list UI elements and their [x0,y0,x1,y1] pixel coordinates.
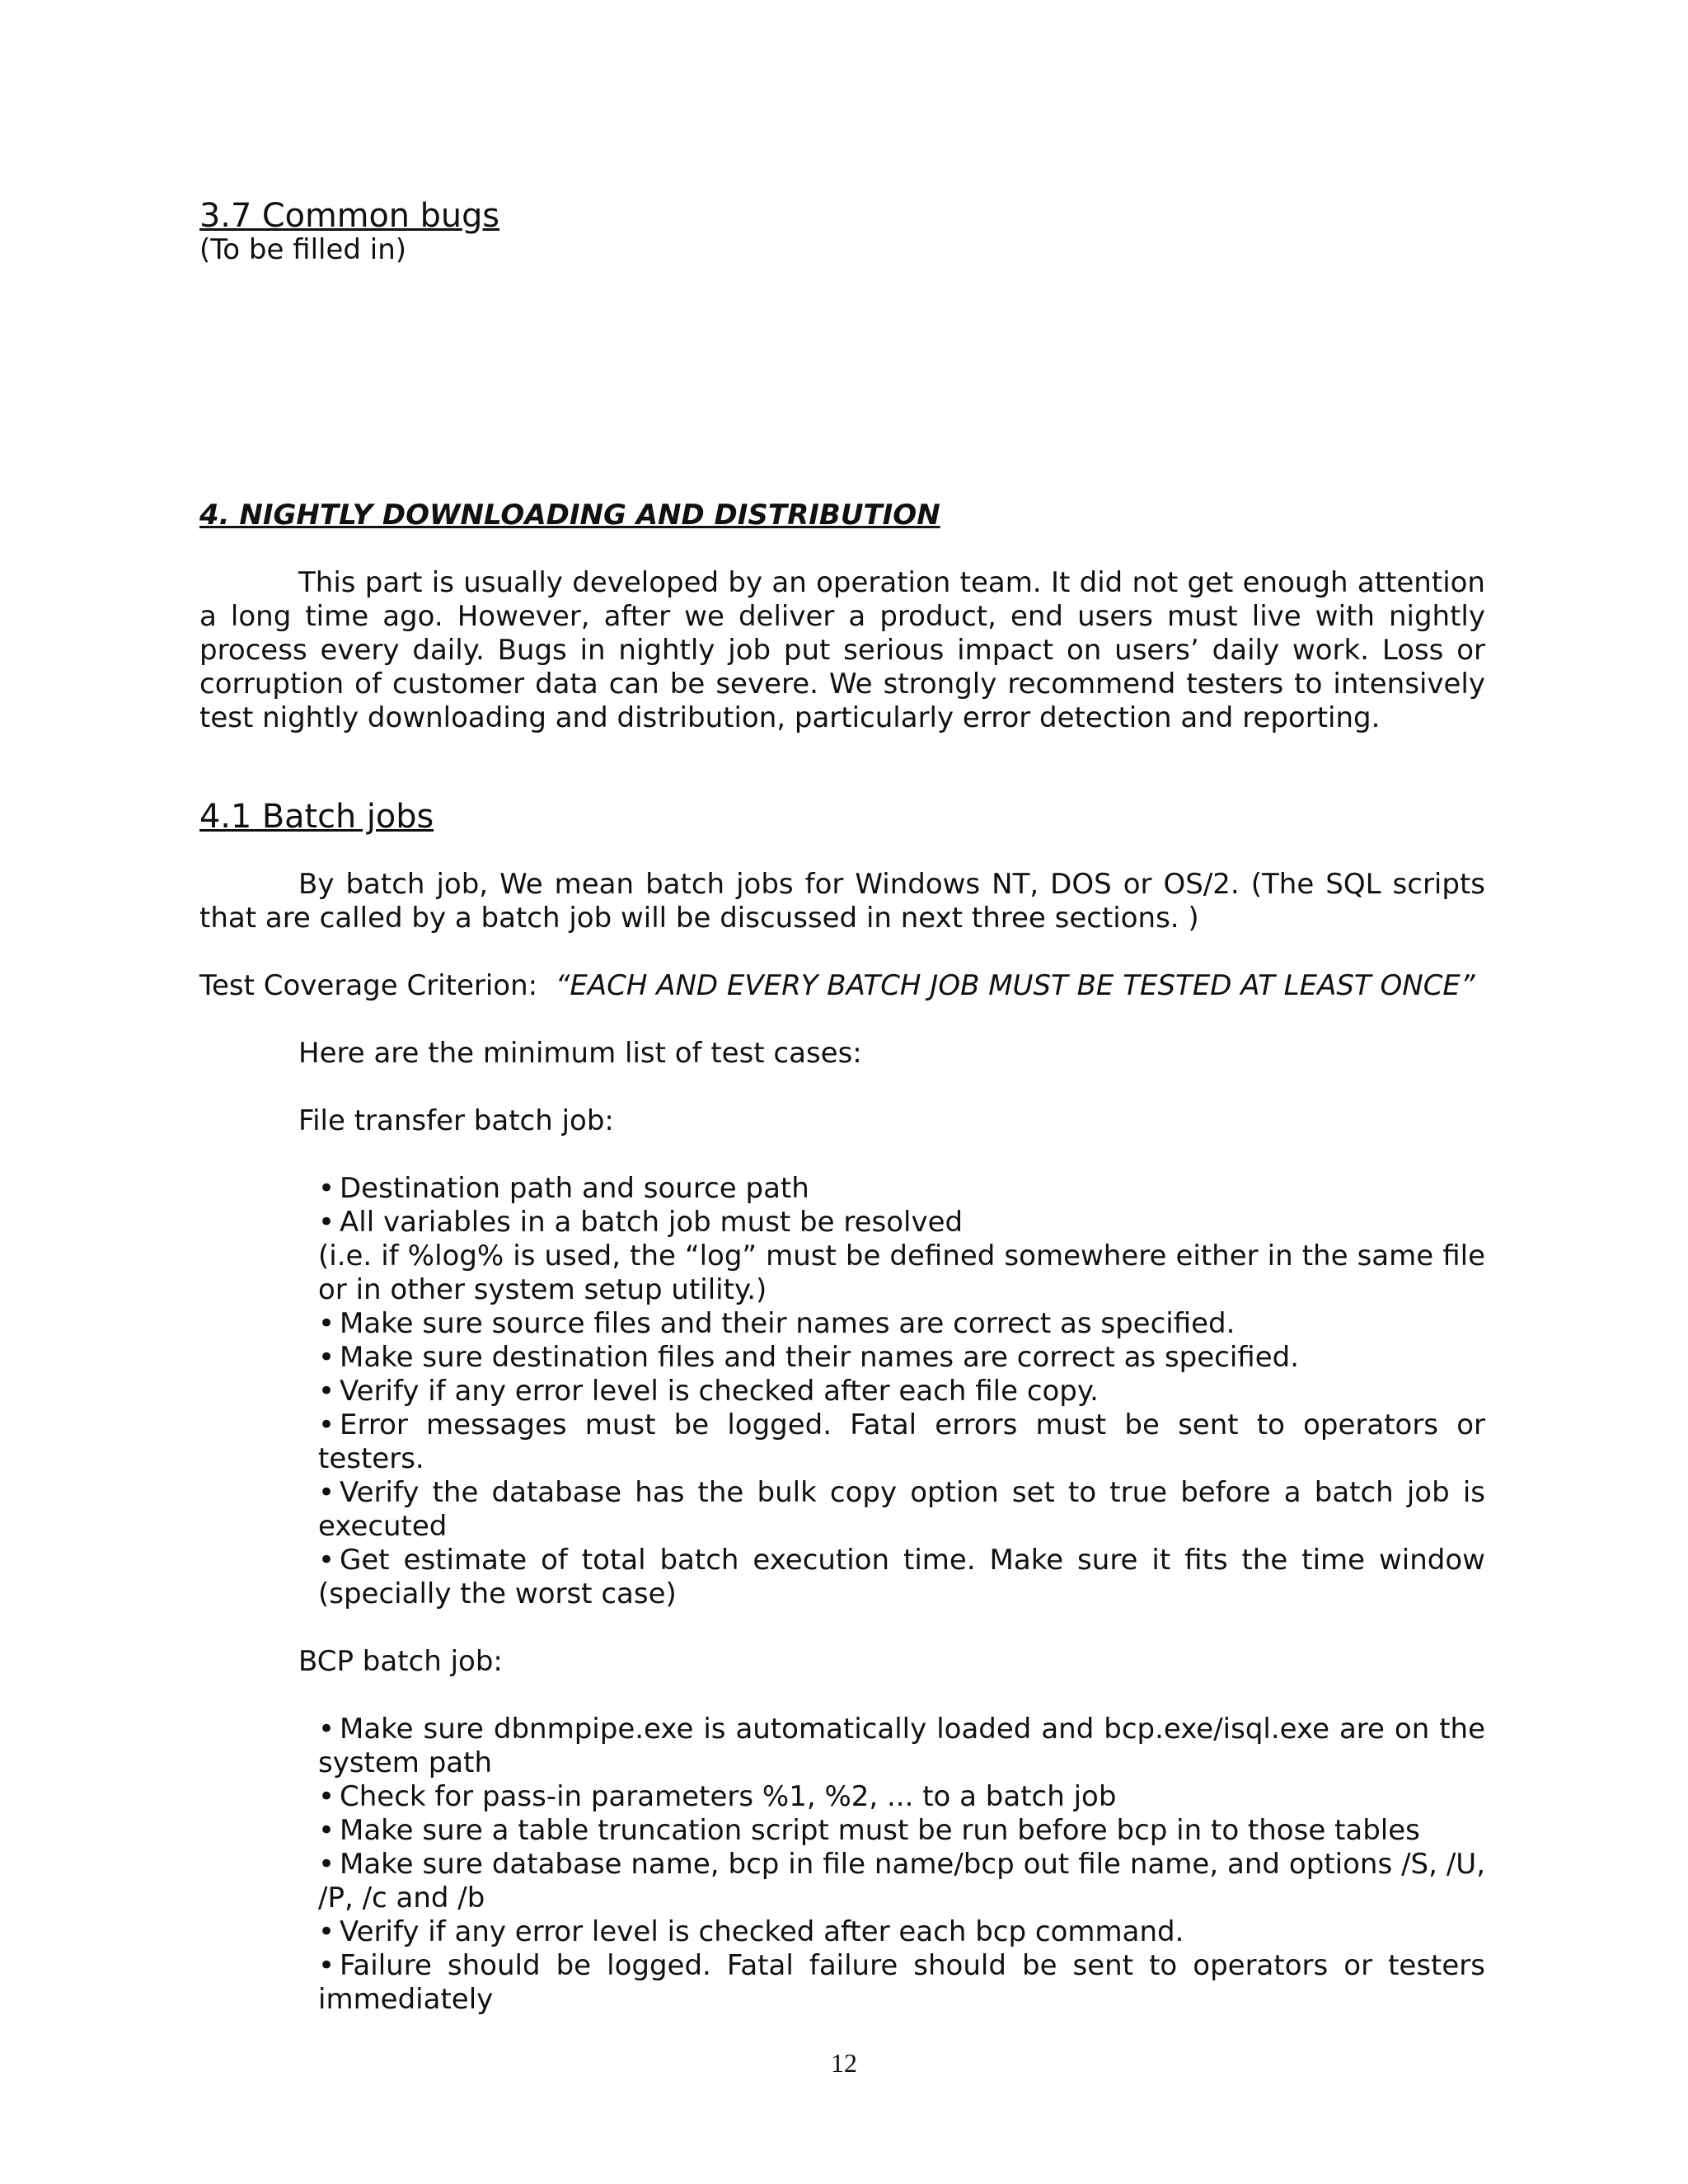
list-item [318,1375,1485,1408]
list-item [318,1476,1485,1544]
spacer [199,1003,1485,1037]
page-number: 12 [831,2048,857,2078]
bullet-icon: • [318,1341,335,1374]
list-item-text: Verify if any error level is checked after each bcp command. [340,1915,1184,1948]
spacer [199,1071,1485,1104]
criterion-label: Test Coverage Criterion: [199,969,538,1002]
list-item-text: Make sure database name, bcp in file name/bcp out file name, and options /S, /U, /P, /c and /b [318,1848,1485,1915]
spacer [199,532,1485,566]
bullet-icon: • [318,1307,335,1340]
list-item-continuation [318,1240,1485,1307]
bullet-icon: • [318,1375,335,1408]
list-item [318,1814,1485,1848]
list-item-text: Make sure dbnmpipe.exe is automatically loaded and bcp.exe/isql.exe are on the system path [318,1713,1485,1779]
bullet-icon: • [318,1476,335,1509]
section-4-heading: 4. NIGHTLY DOWNLOADING AND DISTRIBUTION [199,499,940,532]
section-3-7-note: (To be filled in) [199,233,407,266]
list-item-text: Get estimate of total batch execution time. Make sure it fits the time window (specially the worst case) [318,1544,1485,1610]
list-item-text: (i.e. if %log% is used, the “log” must be defined somewhere either in the same file or in other system setup utility.) [318,1240,1485,1306]
list-item-text: Destination path and source path [340,1172,809,1205]
list-item [318,1341,1485,1375]
section-4-1-intro: By batch job, We mean batch jobs for Windows NT, DOS or OS/2. (The SQL scripts that are called by a batch job will be discussed in next three sections. ) [199,868,1485,935]
spacer [199,1679,1485,1713]
spacer [199,735,1485,800]
list-item-text: Error messages must be logged. Fatal errors must be sent to operators or testers. [318,1408,1485,1475]
list-item-text: Make sure destination files and their names are correct as specified. [340,1341,1300,1374]
bullet-icon: • [318,1713,335,1746]
bullet-icon: • [318,1172,335,1205]
list-item [318,1206,1485,1240]
list-item [318,1949,1485,2017]
list-item [318,1915,1485,1949]
list-item [318,1408,1485,1476]
spacer [199,935,1485,969]
list-item-text: Make sure source files and their names are correct as specified. [340,1307,1236,1340]
list-item [318,1780,1485,1814]
coverage-criterion [199,969,1485,1003]
bcp-title: BCP batch job: [298,1645,503,1678]
list-intro: Here are the minimum list of test cases: [298,1037,862,1070]
list-item-text: Make sure a table truncation script must be run before bcp in to those tables [340,1814,1420,1847]
bullet-icon: • [318,1780,335,1813]
list-item [318,1713,1485,1780]
file-transfer-list [199,1172,1485,1611]
list-item [318,1848,1485,1915]
bullet-icon: • [318,1848,335,1881]
section-3-7-heading: 3.7 Common bugs [199,197,500,235]
page-content [199,199,1485,2017]
bullet-icon: • [318,1544,335,1577]
bullet-icon: • [318,1408,335,1441]
list-item-text: All variables in a batch job must be resolved [340,1206,964,1239]
list-item [318,1307,1485,1341]
bullet-icon: • [318,1949,335,1982]
spacer [199,834,1485,868]
bcp-list [199,1713,1485,2017]
bullet-icon: • [318,1206,335,1239]
bullet-icon: • [318,1814,335,1847]
bullet-icon: • [318,1915,335,1948]
criterion-value: “EACH AND EVERY BATCH JOB MUST BE TESTED AT LEAST ONCE” [555,969,1475,1002]
list-item-text: Check for pass-in parameters %1, %2, ... to a batch job [340,1780,1117,1813]
spacer [199,1138,1485,1172]
section-4-1-heading: 4.1 Batch jobs [199,798,434,836]
spacer [199,1611,1485,1645]
spacer [199,267,1485,499]
list-item [318,1544,1485,1611]
section-4-intro: This part is usually developed by an operation team. It did not get enough attention a long time ago. However, after we deliver a product, end users must live with nightly process every daily. Bugs in nightly job put serious impact on users’ daily work. Loss or corruption of customer data can be severe. We strongly recommend testers to intensively test nightly downloading and distribution, particularly error detection and reporting. [199,566,1485,734]
file-transfer-title: File transfer batch job: [298,1104,614,1137]
list-item-text: Failure should be logged. Fatal failure should be sent to operators or testers immediately [318,1949,1485,2016]
list-item-text: Verify if any error level is checked after each file copy. [340,1375,1099,1408]
list-item [318,1172,1485,1206]
list-item-text: Verify the database has the bulk copy option set to true before a batch job is executed [318,1476,1485,1543]
